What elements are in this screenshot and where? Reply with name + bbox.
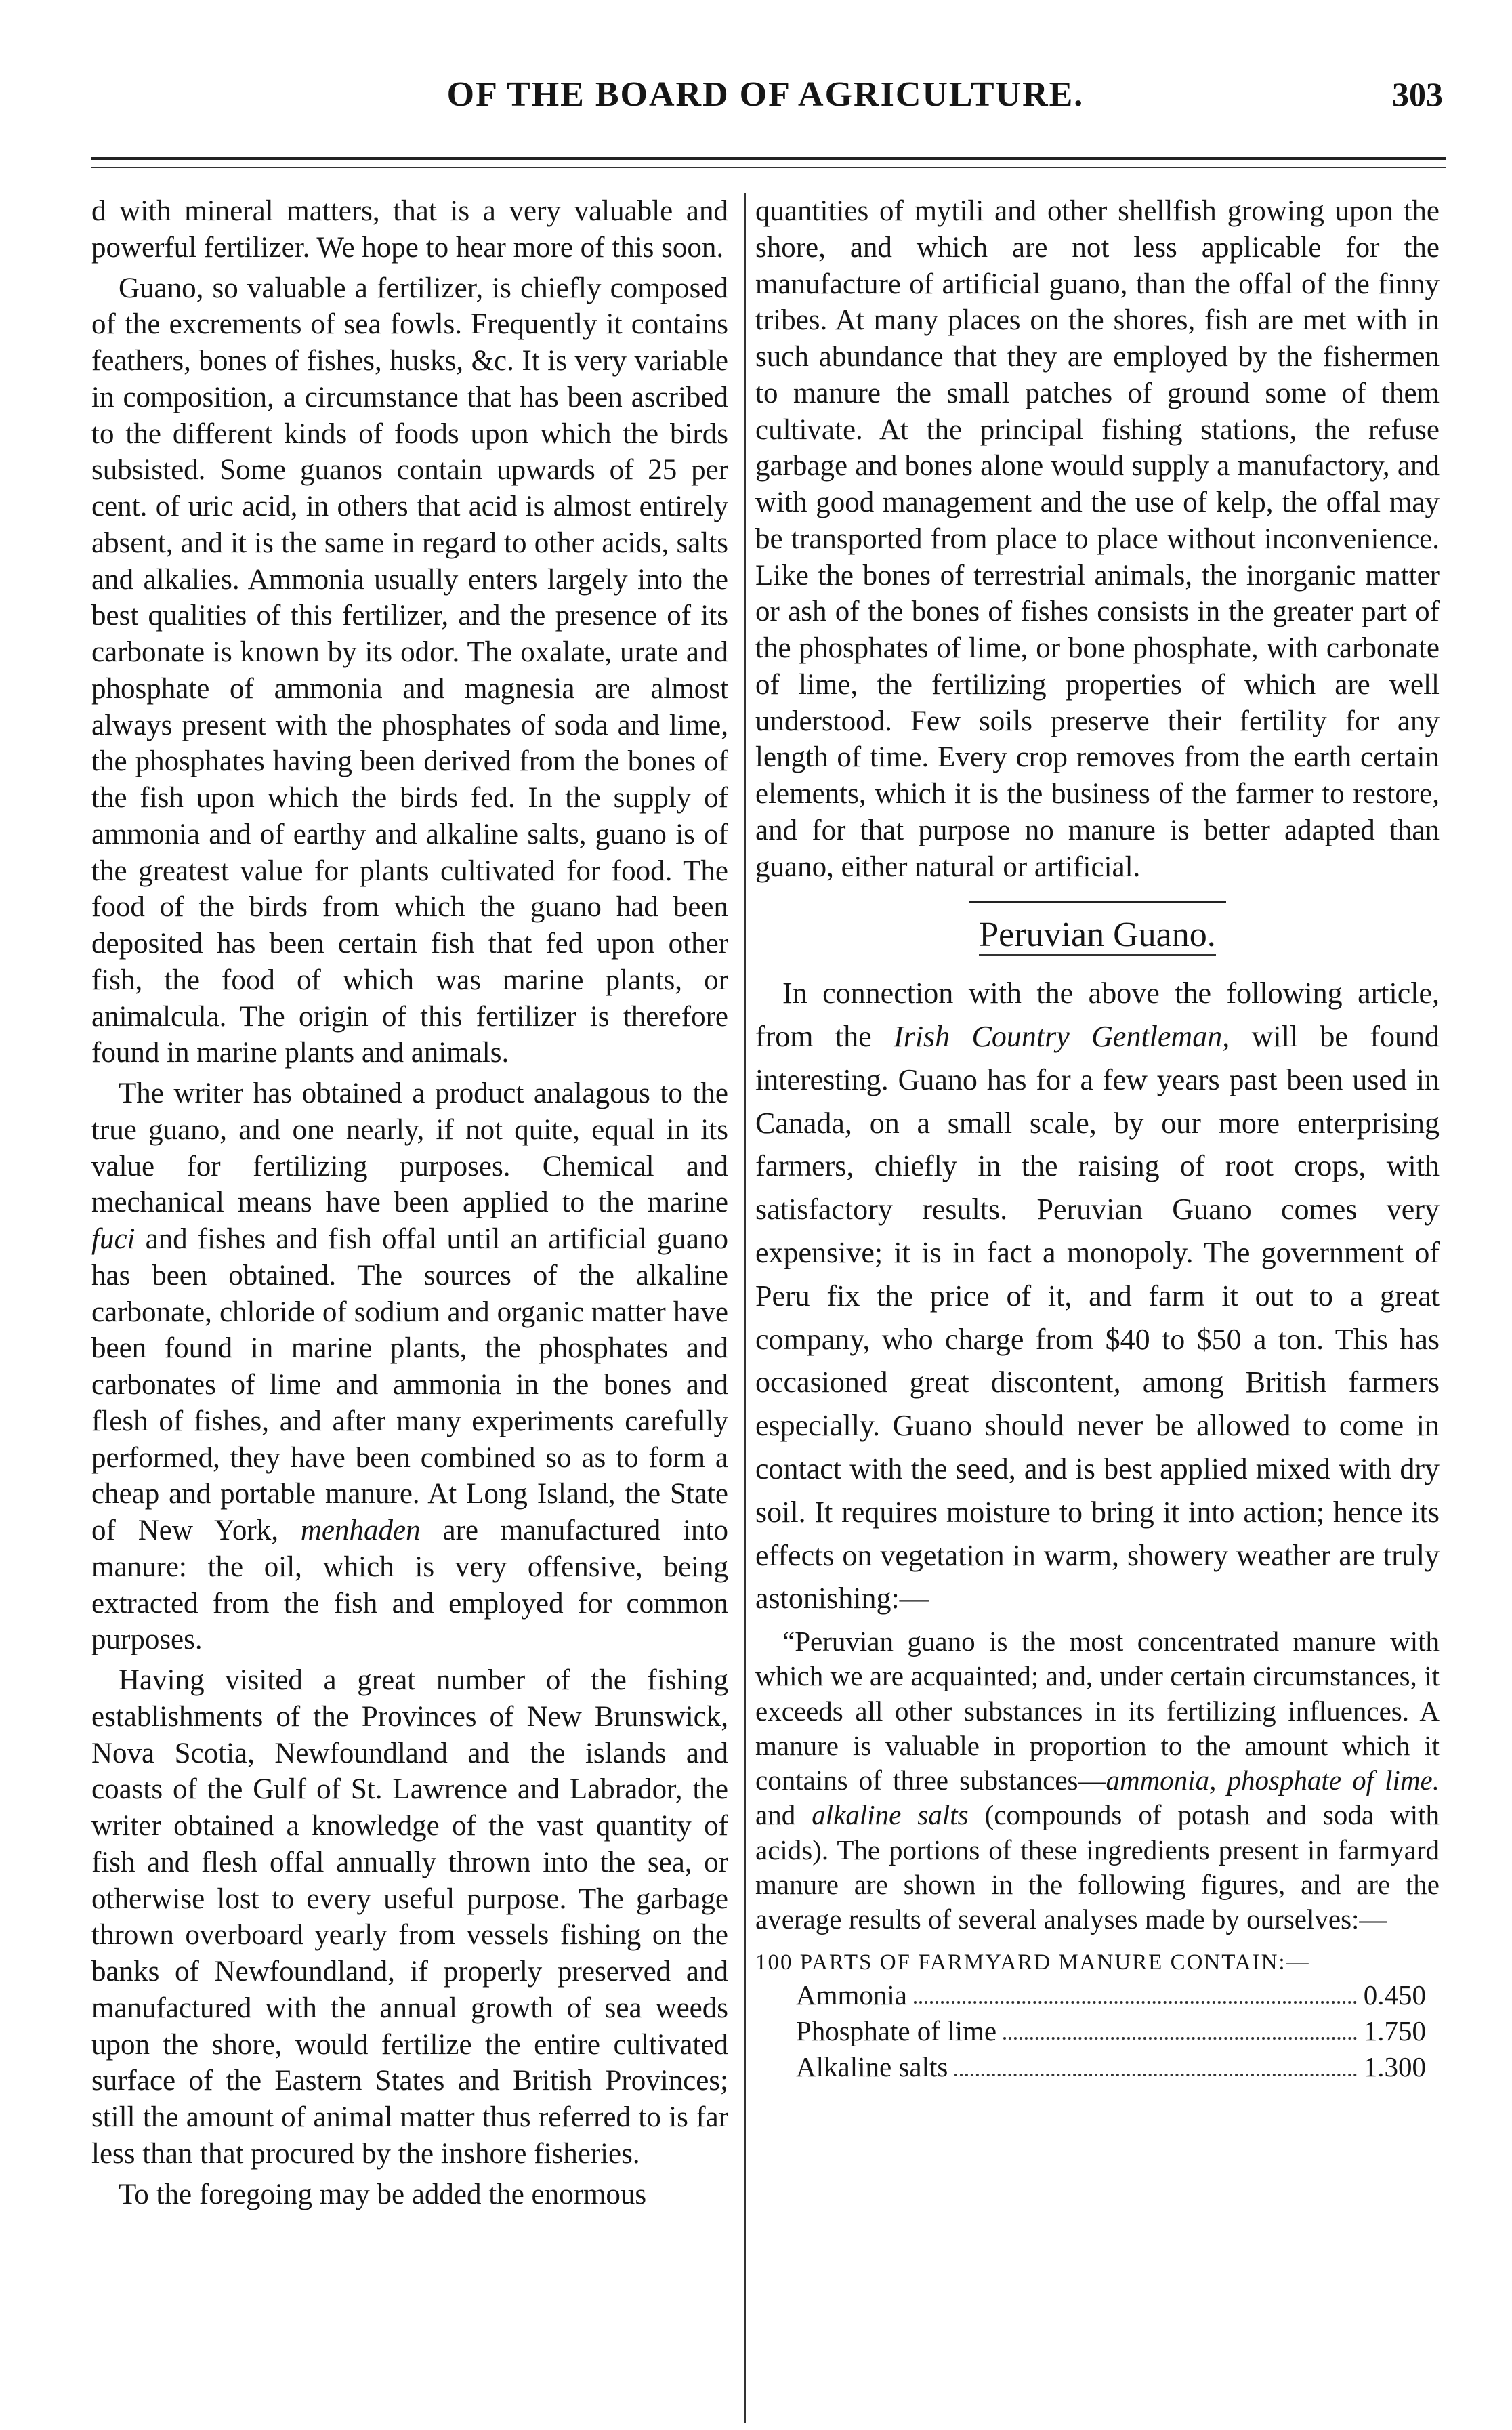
page-number: 303 [1392,75,1443,113]
text-run: and fishes and fish offal until an artificial guano has been obtained. The sources of the alkaline carbonate, chloride of sodium and organic matter have been found in marine plants, the phosphates and carbonates of lime and ammonia in the bones and flesh of fishes, and after many experiments carefully performed, they have been combined so as to form a cheap and portable manure. At Long Island, the State of New York, [91,1223,728,1546]
right-column [755,193,1440,2086]
page-header [88,75,1443,129]
table-row [755,2013,1440,2049]
paragraph: quantities of mytili and other shellfish growing upon the shore, and which are not less applicable for the manufacture of artificial guano, than the offal of the finny tribes. At many places on the shores, fish are met with in such abundance that they are employed by the fishermen to manure the small patches of ground some of them cultivate. At the principal fishing stations, the refuse garbage and bones alone would supply a manufactory, and with good management and the use of kelp, the offal may be transported from place to place without inconvenience. Like the bones of terrestrial animals, the inorganic matter or ash of the bones of fishes consists in the greater part of the phosphates of lime, or bone phosphate, with carbonate of lime, the fertilizing properties of which are well understood. Few soils preserve their fertility for any length of time. Every crop removes from the earth certain elements, which it is the business of the farmer to restore, and for that purpose no manure is better adapted than guano, either natural or artificial. [755,195,1440,883]
row-value: 0.450 [1363,1979,1426,2011]
text-run: and [755,1799,812,1831]
row-value: 1.750 [1363,2015,1426,2046]
paragraph: Guano, so valuable a fertilizer, is chiefly composed of the excrements of sea fowls. Frequently it contains feathers, bones of fishes, husks, &c. It is very variable in composition, a circumstance that has been ascribed to the different kinds of foods upon which the birds subsisted. Some guanos contain upwards of 25 per cent. of uric acid, in others that acid is almost entirely absent, and it is the same in regard to other acids, salts and alkalies. Ammonia usually enters largely into the best qualities of this fertilizer, and the presence of its carbonate is known by its odor. The oxalate, urate and phosphate of ammonia and magnesia are almost always present with the phosphates of soda and lime, the phosphates having been derived from the bones of the fish upon which the birds fed. In the supply of ammonia and of earthy and alkaline salts, guano is of the greatest value for plants cultivated for food. The food of the birds from which the guano had been deposited has been certain fish that fed upon other fish, the food of which was marine plants, or animalcula. The origin of this fertilizer is therefore found in marine plants and animals. [91,272,728,1069]
row-label: Phosphate of lime [796,2015,997,2046]
quotation [755,1624,1440,1937]
left-column [91,193,728,2217]
section-heading [755,913,1440,957]
manure-table [755,1977,1440,2086]
row-value: 1.300 [1363,2051,1426,2083]
text-run: will be found interesting. Guano has for a few years past been used in Canada, on a small scale, by our more enterprising farmers, chiefly in the raising of root crops, with satisfactory results. Peruvian Guano comes very expensive; it is in fact a monopoly. The government of Peru fix the price of it, and farm it out to a great company, who charge from $40 to $50 a ton. This has occasioned great discontent, among British farmers especially. Guano should never be allowed to come in contact with the seed, and is best applied mixed with dry soil. It requires moisture to bring it into action; hence its effects on vegetation in warm, showery weather are truly astonishing:— [755,1020,1440,1615]
column-divider [744,193,746,2423]
leader-dots [914,1977,1357,2004]
paragraph [91,1075,728,1658]
paragraph: Having visited a great number of the fishing establishments of the Provinces of New Brunswick, Nova Scotia, Newfoundland and the islands and coasts of the Gulf of St. Lawrence and Labrador, the writer obtained a knowledge of the vast quantity of fish and flesh offal annually thrown into the sea, or otherwise lost to every useful purpose. The garbage thrown overboard yearly from vessels fishing on the banks of Newfoundland, if properly preserved and manufactured with the annual growth of sea weeds upon the shore, would fertilize the entire cultivated surface of the Eastern States and British Provinces; still the amount of animal matter thus referred to is far less than that procured by the inshore fisheries. [91,1664,728,2170]
italic-term: ammonia, [1106,1765,1217,1796]
paragraph: d with mineral matters, that is a very valuable and powerful fertilizer. We hope to hear more of this soon. [91,195,728,264]
text-run: In connection with the above the following article, from the [755,976,1440,1054]
paragraph: To the foregoing may be added the enormous [119,2178,647,2210]
row-label: Alkaline salts [796,2051,948,2083]
text-run: “Peruvian guano is the most concentrated manure with which we are acquainted; and, under certain circumstances, it exceeds all other substances in its fertilizing influences. A manure is valuable in proportion to the amount which it contains of three substances— [755,1626,1440,1796]
leader-dots [954,2049,1356,2076]
row-label: Ammonia [796,1979,907,2011]
source-title: Irish Country Gentleman, [894,1020,1230,1054]
heading-text: Peruvian Guano. [979,915,1215,956]
header-rule [91,157,1446,160]
italic-term: menhaden [300,1515,421,1546]
leader-dots [1003,2013,1357,2040]
section-divider [969,901,1226,903]
italic-term: phosphate of lime. [1227,1765,1440,1796]
italic-term: fuci [91,1223,135,1255]
header-rule-thin [91,167,1446,168]
table-row [755,1977,1440,2013]
text-run: (compounds of potash and soda with acids). The portions of these ingredients present in farmyard manure are shown in the following figures, and are the average results of several analyses made by ourselves:— [755,1799,1440,1935]
paragraph [755,972,1440,1620]
text-run: are manufactured into manure: the oil, which is very offensive, being extracted from the fish and employed for common purposes. [91,1515,729,1656]
text-run: The writer has obtained a product analagous to the true guano, and one nearly, if not quite, equal in its value for fertilizing purposes. Chemical and mechanical means have been applied to the marine [91,1077,728,1219]
table-row [755,2049,1440,2085]
running-title: OF THE BOARD OF AGRICULTURE. [446,75,1085,114]
table-caption: 100 PARTS OF FARMYARD MANURE CONTAIN:— [755,1950,1310,1975]
italic-term: alkaline salts [812,1799,969,1831]
